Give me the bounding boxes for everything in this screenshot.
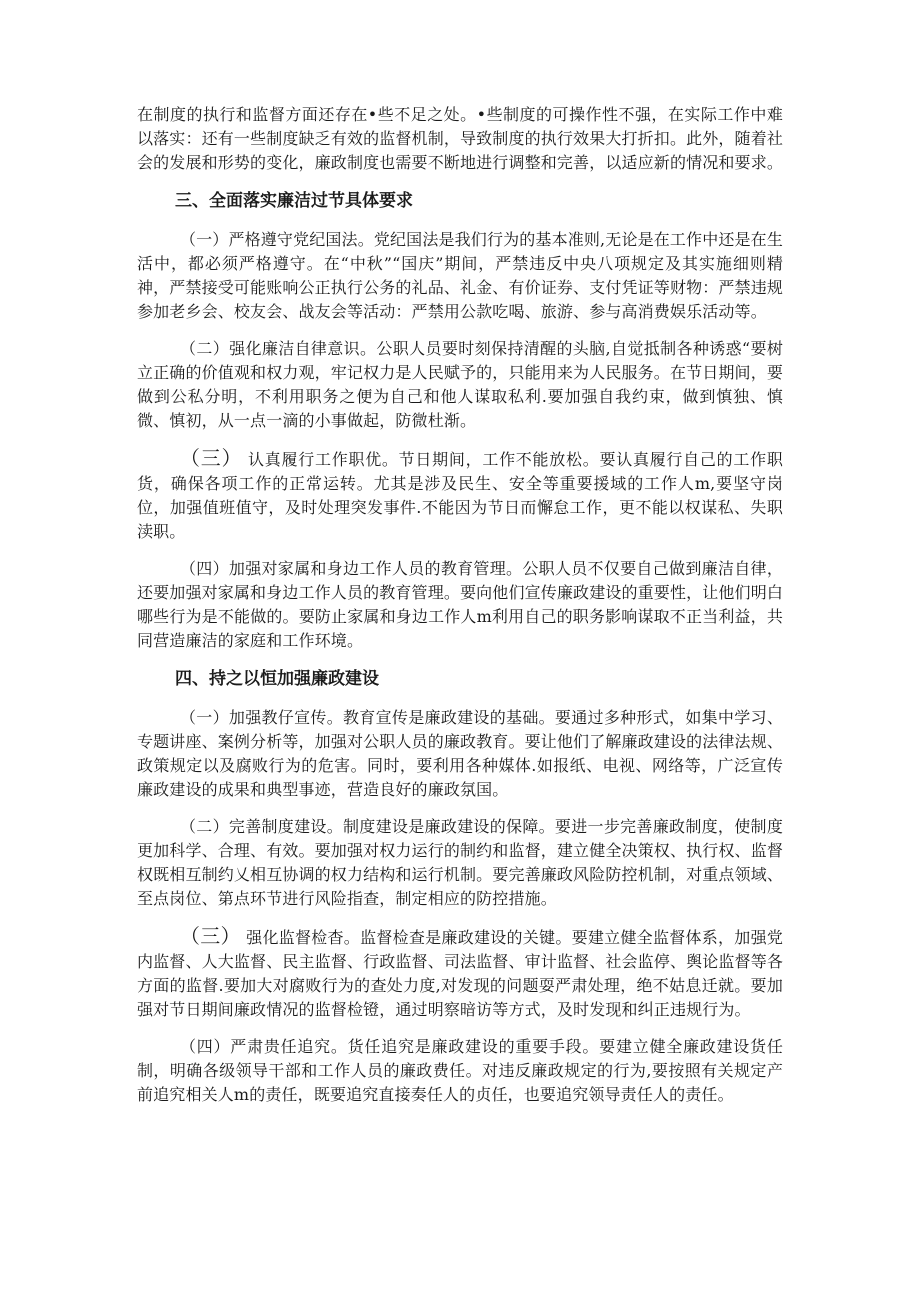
paragraph-text: 认真履行工作职优。节日期间，工作不能放松。要认真履行自己的工作职货，确保各项工作的正常运转。尤其是涉及民生、安全等重要援域的工作人m,要坚守岗位，加强值班值守，及时处理突发事件.不能因为节日而懈怠工作，更不能以权谋私、失职渎职。 xyxy=(137,450,783,541)
paragraph-4-3 xyxy=(137,924,783,1022)
document-body xyxy=(137,103,783,1107)
list-marker: （三） xyxy=(180,446,243,470)
paragraph-4-1: （一）加强教仔宣传。教育宣传是廉政建设的基础。要通过多种形式，如集中学习、专题讲座、案例分析等，加强对公职人员的廉政教育。要让他们了解廉政建设的法律法规、政策规定以及腐败行为的危害。同时，要利用各种媒体.如报纸、电视、网络等，广泛宣传廉政建设的成果和典型事迹，营造良好的廉政氛国。 xyxy=(137,708,784,799)
section-heading-3: 三、全面落实廉洁过节具体要求 xyxy=(175,191,413,211)
paragraph-3-4: （四）加强对家属和身边工作人员的教育管理。公职人员不仅要自己做到廉洁自律，还要加强对家属和身边工作人员的教育管理。要向他们宣传廉政建设的重要性，让他们明白哪些行为是不能做的。要防止家属和身边工作人m利用自己的职务影响谋取不正当利益，共同营造廉洁的家庭和工作环境。 xyxy=(137,559,784,650)
paragraph-4-2: （二）完善制度建设。制度建设是廉政建设的保障。要进一步完善廉政制度，使制度更加科学、合理、有效。要加强对权力运行的制约和监督，建立健全决策权、执行权、监督权既相互制约乂相互协调的权力结构和运行机制。要完善廉政风险防控机制，对重点领域、至点岗位、第点环节进行风险指查，制定相应的防控措施。 xyxy=(137,817,784,908)
paragraph-intro: 在制度的执行和监督方面还存在•些不足之处。•些制度的可操作性不强，在实际工作中难以落实：还有一些制度缺乏有效的监督机制，导致制度的执行效果大打折扣。此外，随着社会的发展和形势的变化，廉政制度也需要不断地进行调整和完善，以适应新的情况和要求。 xyxy=(137,105,784,172)
paragraph-3-2: （二）强化廉洁自律意识。公职人员要时刻保持清醒的头脑,自觉抵制各种诱惑“要树立正确的价值观和权力观，牢记权力是人民赋予的，只能用来为人民服务。在节日期间，要做到公私分明，不利用职务之便为自己和他人谋取私利.要加强自我约束，做到慎独、慎微、慎初，从一点一滴的小事做起，防微杜渐。 xyxy=(137,339,784,430)
section-heading-4: 四、持之以恒加强廉政建设 xyxy=(175,669,379,689)
paragraph-4-4: （四）严肃贵任追究。货任追究是廉政建设的重要手段。要建立健全廉政建设货任制，明确各级领导干部和工作人员的廉政费任。对违反廉政规定的行为,要按照有关规定产前追究相关人m的责任，既要追究直接奏任人的贞任，也要追究领导责任人的责任。 xyxy=(137,1037,783,1104)
paragraph-text: 强化监督检杳。监督检查是廉政建设的关键。要建立健全监督体系，加强党内监督、人大监督、民主监督、行政监督、司法监督、审计监督、社会监停、舆论监督等各方面的监督.要加大对腐败行为的查处力度,对发现的问题耍严肃处理，绝不姑息迁就。要加强对节日期间廉政情况的监督检镫，通过明察暗访等方式，及时发现和纠正违规行为。 xyxy=(137,928,784,1019)
list-marker: （三） xyxy=(180,924,241,948)
paragraph-3-3 xyxy=(137,446,783,544)
paragraph-3-1: （一）严格遵守党纪国法。党纪国法是我们行为的基本准则,无论是在工作中还是在生活中，都必须严格遵守。在“中秋”“国庆”期间，严禁违反中央八项规定及其实施细则精神，严禁接受可能账响公正执行公务的礼品、礼金、有价证券、支付凭证等财物：严禁违规参加老乡会、校友会、战友会等活动：严禁用公款吃喝、旅游、参与高消费娱乐活动等。 xyxy=(137,230,784,321)
